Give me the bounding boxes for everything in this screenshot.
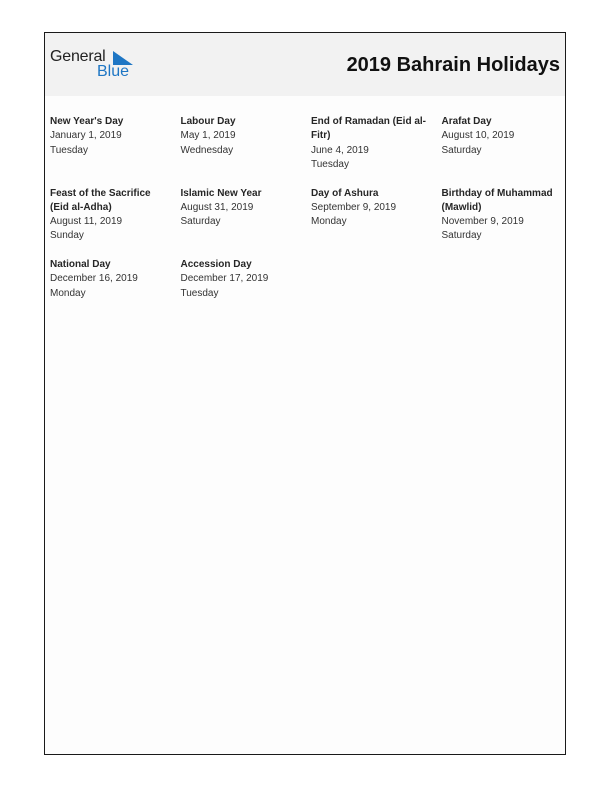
logo-word-blue: Blue xyxy=(97,63,130,80)
holiday-weekday: Wednesday xyxy=(180,144,234,156)
holiday-item xyxy=(181,258,303,301)
holiday-weekday: Tuesday xyxy=(50,144,88,156)
holiday-weekday: Tuesday xyxy=(180,287,219,299)
holiday-name: Islamic New Year xyxy=(180,187,262,199)
header-band xyxy=(45,33,565,96)
holiday-name: National Day xyxy=(50,259,111,270)
holiday-weekday: Saturday xyxy=(180,216,221,228)
holiday-name: New Year's Day xyxy=(50,116,124,127)
holiday-date: September 9, 2019 xyxy=(311,201,397,213)
logo-word-general: General xyxy=(50,48,106,65)
holiday-date: December 16, 2019 xyxy=(50,273,138,285)
holiday-item xyxy=(442,115,564,158)
holiday-item xyxy=(181,187,303,230)
holiday-weekday: Saturday xyxy=(441,230,482,242)
holiday-date: June 4, 2019 xyxy=(311,144,369,156)
holiday-date: August 11, 2019 xyxy=(50,216,123,228)
holiday-name: End of Ramadan (Eid al-Fitr) xyxy=(311,116,427,142)
page-title: 2019 Bahrain Holidays xyxy=(346,54,560,76)
holiday-item xyxy=(311,115,433,172)
holiday-item xyxy=(50,187,172,244)
holiday-item xyxy=(181,115,303,158)
holiday-item xyxy=(50,258,172,301)
holiday-weekday: Sunday xyxy=(50,230,84,242)
holiday-item xyxy=(311,187,433,230)
holiday-name: Labour Day xyxy=(180,116,236,127)
holiday-item xyxy=(442,187,564,244)
holiday-item xyxy=(50,115,172,158)
holiday-name: Feast of the Sacrifice (Eid al-Adha) xyxy=(50,187,151,213)
holiday-date: May 1, 2019 xyxy=(180,130,236,142)
holiday-name: Birthday of Muhammad (Mawlid) xyxy=(441,187,553,213)
holiday-date: December 17, 2019 xyxy=(180,273,269,285)
holiday-date: January 1, 2019 xyxy=(50,130,122,142)
page-frame xyxy=(44,32,566,755)
holiday-name: Accession Day xyxy=(180,259,252,270)
generalblue-logo[interactable] xyxy=(50,48,140,84)
holiday-date: August 31, 2019 xyxy=(180,201,254,213)
holiday-weekday: Monday xyxy=(311,216,347,228)
holiday-weekday: Tuesday xyxy=(311,158,349,170)
holiday-date: August 10, 2019 xyxy=(441,130,515,142)
holiday-weekday: Saturday xyxy=(441,144,482,156)
holiday-date: November 9, 2019 xyxy=(441,216,524,228)
holiday-weekday: Monday xyxy=(50,287,86,299)
holiday-name: Arafat Day xyxy=(441,116,492,127)
holiday-name: Day of Ashura xyxy=(311,187,379,199)
